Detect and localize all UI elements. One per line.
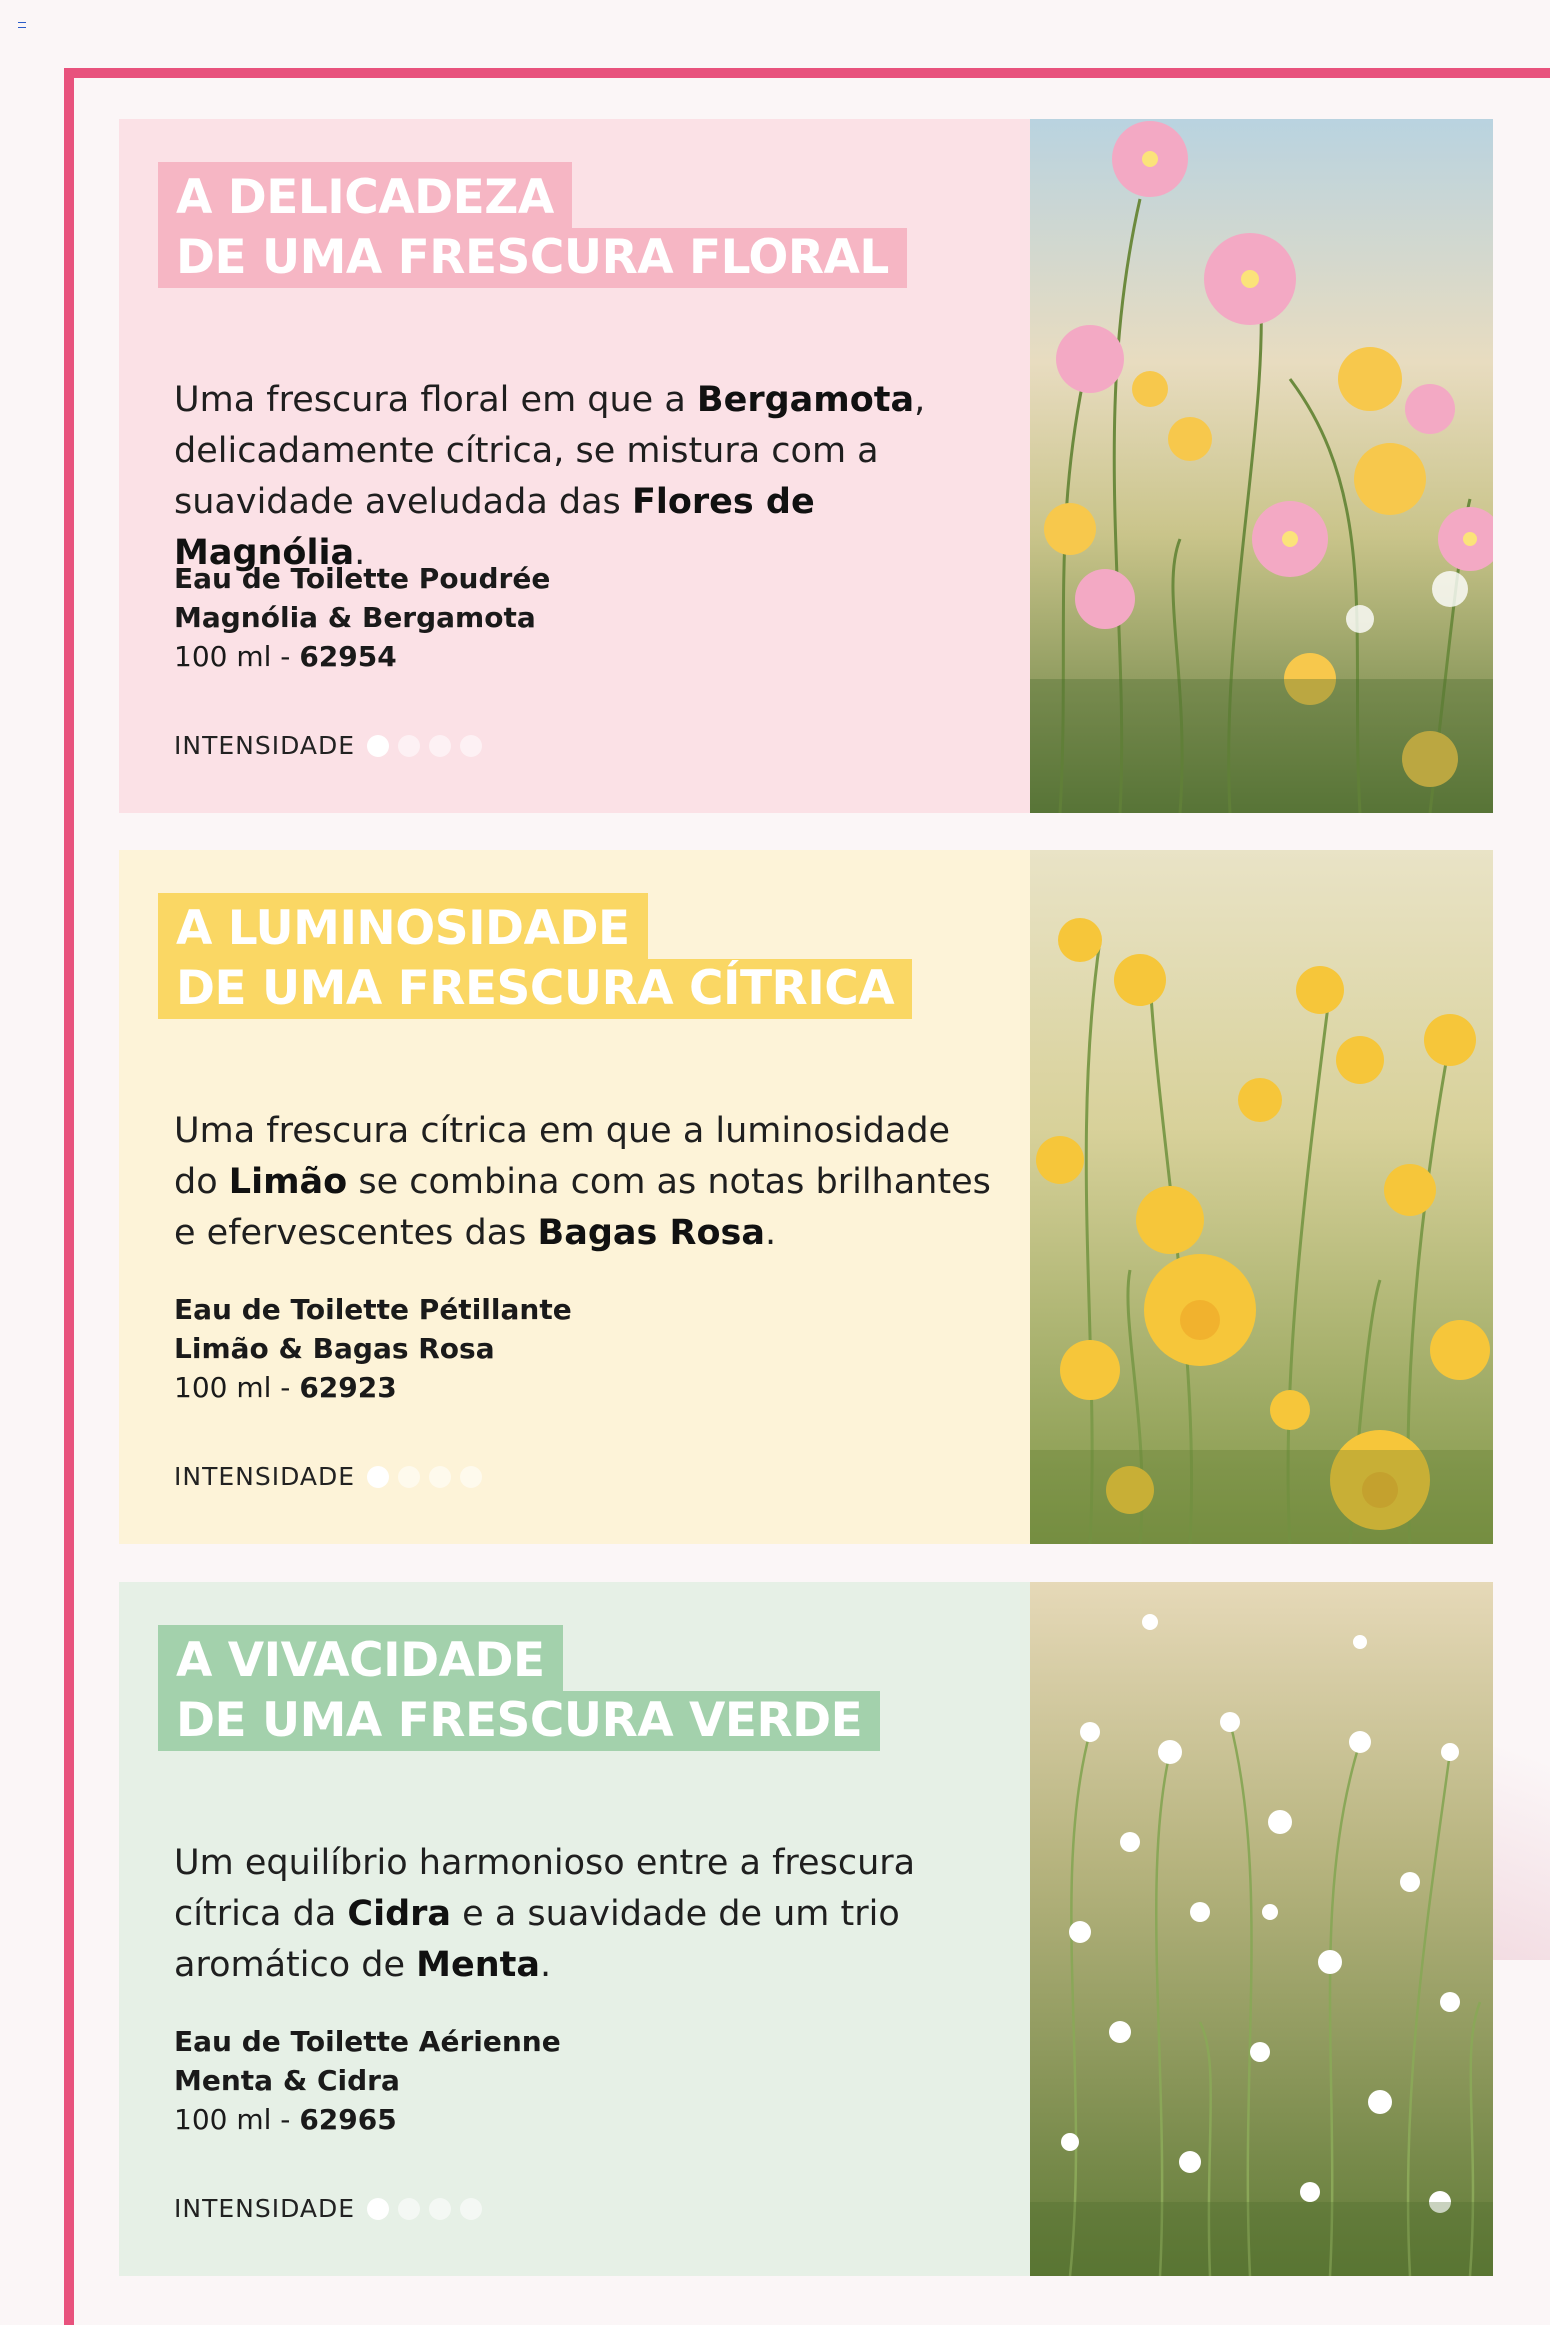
desc-highlight: Limão	[228, 1162, 348, 1202]
frame-top-border	[64, 68, 1550, 78]
desc-highlight: Bagas Rosa	[537, 1213, 765, 1253]
intensity-meter	[174, 1462, 482, 1491]
desc-part: .	[354, 533, 366, 573]
title-line-1: A LUMINOSIDADE	[158, 893, 648, 959]
card-title	[158, 1625, 880, 1751]
desc-highlight: Flores de Magnólia	[174, 482, 815, 573]
product-info	[174, 2022, 561, 2139]
intensity-dot-empty	[398, 1466, 420, 1488]
intensity-dots	[367, 2198, 482, 2220]
intensity-dots	[367, 1466, 482, 1488]
product-info	[174, 1290, 572, 1407]
desc-highlight: Cidra	[347, 1894, 452, 1934]
intensity-dot-empty	[460, 2198, 482, 2220]
title-line-1: A DELICADEZA	[158, 162, 572, 228]
product-size: 100 ml -	[174, 1371, 300, 1404]
intensity-dots	[367, 735, 482, 757]
product-code: 62954	[299, 640, 397, 673]
title-line-2: DE UMA FRESCURA CÍTRICA	[158, 959, 912, 1019]
product-code: 62923	[299, 1371, 397, 1404]
white-meadow-flowers-image	[1030, 1582, 1493, 2276]
product-card-citric	[119, 850, 1493, 1544]
product-name: Eau de Toilette Poudrée	[174, 562, 551, 595]
intensity-dot-empty	[398, 735, 420, 757]
desc-part: , delicadamente cítrica, se mistura com a suavidade aveludada das	[174, 380, 926, 522]
desc-highlight: Menta	[416, 1945, 540, 1985]
intensity-label: INTENSIDADE	[174, 731, 356, 760]
title-line-2: DE UMA FRESCURA VERDE	[158, 1691, 880, 1751]
product-card-floral	[119, 119, 1493, 813]
intensity-meter	[174, 2194, 482, 2223]
desc-highlight: Bergamota	[696, 380, 915, 420]
intensity-label: INTENSIDADE	[174, 1462, 356, 1491]
product-card-green	[119, 1582, 1493, 2276]
intensity-dot-filled	[367, 2198, 389, 2220]
desc-part: .	[764, 1213, 777, 1253]
title-line-1: A VIVACIDADE	[158, 1625, 563, 1691]
intensity-dot-empty	[429, 735, 451, 757]
yellow-buttercups-image	[1030, 850, 1493, 1544]
product-size: 100 ml -	[174, 2103, 300, 2136]
card-title	[158, 893, 912, 1019]
description	[174, 375, 994, 579]
product-size: 100 ml -	[174, 640, 300, 673]
product-name: Eau de Toilette Aérienne	[174, 2025, 561, 2058]
desc-part: Um equilíbrio harmonioso entre a frescura cítrica da	[174, 1843, 916, 1934]
intensity-dot-empty	[429, 2198, 451, 2220]
frame-left-border	[64, 68, 74, 2325]
desc-part: e a suavidade de um trio aromático de	[174, 1894, 900, 1985]
intensity-dot-empty	[398, 2198, 420, 2220]
desc-part: se combina com as notas brilhantes e efervescentes das	[174, 1162, 991, 1253]
product-variant: Limão & Bagas Rosa	[174, 1332, 495, 1365]
card-title	[158, 162, 907, 288]
intensity-dot-empty	[460, 1466, 482, 1488]
intensity-dot-filled	[367, 735, 389, 757]
desc-part: Uma frescura floral em que a	[174, 380, 697, 420]
intensity-label: INTENSIDADE	[174, 2194, 356, 2223]
intensity-dot-empty	[429, 1466, 451, 1488]
pink-yellow-wildflowers-image	[1030, 119, 1493, 813]
page-mark	[18, 22, 26, 28]
product-info	[174, 559, 550, 676]
title-line-2: DE UMA FRESCURA FLORAL	[158, 228, 907, 288]
product-variant: Magnólia & Bergamota	[174, 601, 536, 634]
desc-part: Uma frescura cítrica em que a luminosidade do	[174, 1111, 951, 1202]
intensity-dot-empty	[460, 735, 482, 757]
description	[174, 1106, 994, 1259]
intensity-dot-filled	[367, 1466, 389, 1488]
intensity-meter	[174, 731, 482, 760]
desc-part: .	[539, 1945, 552, 1985]
product-code: 62965	[299, 2103, 397, 2136]
product-name: Eau de Toilette Pétillante	[174, 1293, 572, 1326]
product-variant: Menta & Cidra	[174, 2064, 400, 2097]
description	[174, 1838, 994, 1991]
